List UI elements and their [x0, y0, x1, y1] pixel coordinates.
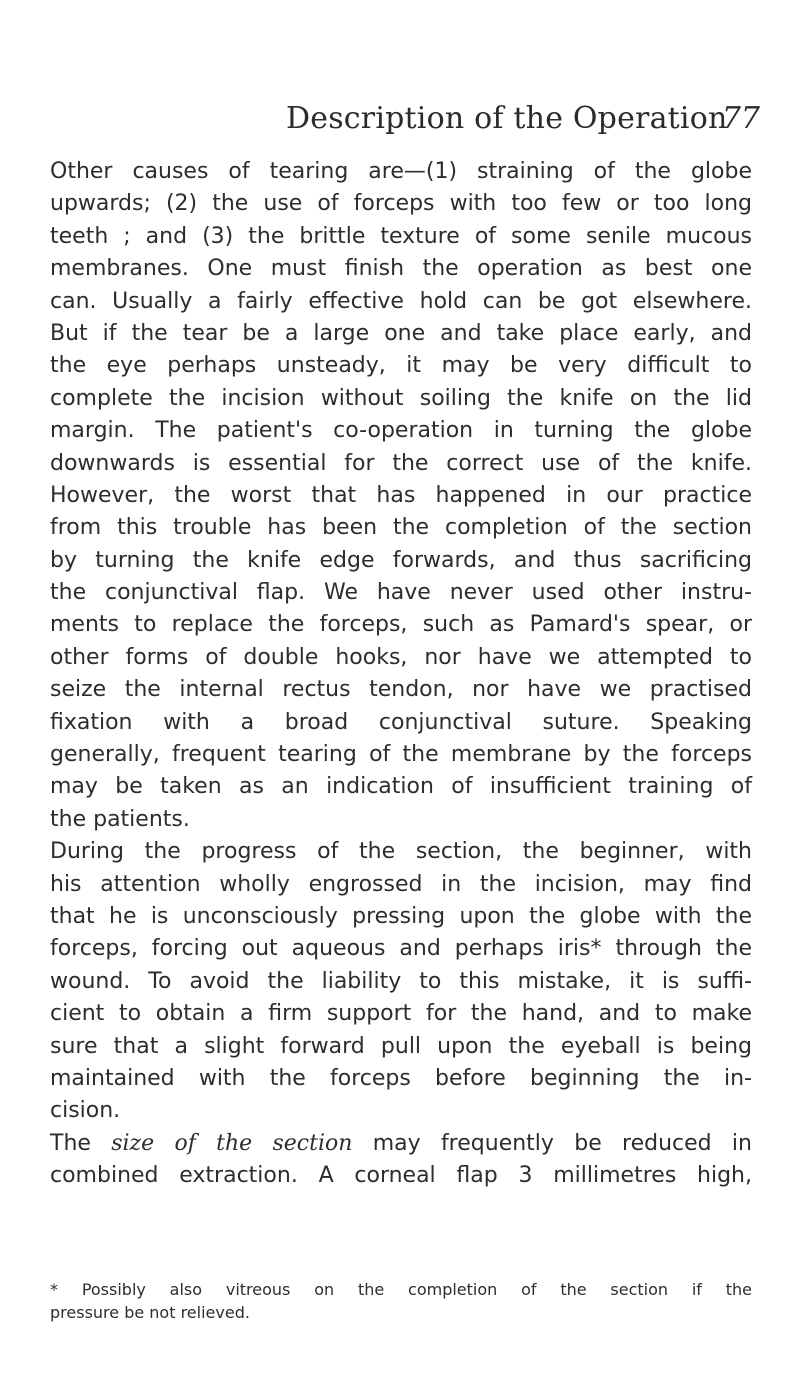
text-line: membranes. One must finish the operation as best one [50, 256, 752, 282]
text-line: However, the worst that has happened in our practice [50, 482, 752, 508]
footnote-line: * Possibly also vitreous on the completion of the section if the [50, 1280, 752, 1299]
paragraph [50, 1128, 752, 1193]
text-line: But if the tear be a large one and take place early, and [50, 320, 752, 346]
text-line: generally, frequent tearing of the membrane by the forceps [50, 742, 752, 768]
text-line: cision. [50, 1098, 121, 1124]
text-line: fixation with a broad conjunctival suture. Speaking [50, 709, 752, 735]
text-line: the patients. [50, 806, 190, 832]
footnote [50, 1278, 752, 1324]
text-line: forceps, forcing out aqueous and perhaps iris* through the [50, 936, 752, 962]
paragraph [50, 836, 752, 1128]
text-line: the eye perhaps unsteady, it may be very difficult to [50, 353, 752, 379]
text-line: the conjunctival flap. We have never used other instru- [50, 580, 752, 606]
text-line: cient to obtain a firm support for the hand, and to make [50, 1001, 752, 1027]
text-line: sure that a slight forward pull upon the eyeball is being [50, 1033, 752, 1059]
text-line: During the progress of the section, the beginner, with [50, 839, 752, 865]
text-line: downwards is essential for the correct use of the knife. [50, 450, 752, 476]
running-head [286, 101, 760, 145]
text-line: can. Usually a fairly effective hold can be got elsewhere. [50, 288, 752, 314]
text-line: combined extraction. A corneal flap 3 millimetres high, [50, 1163, 752, 1189]
text-line: may be taken as an indication of insufficient training of [50, 774, 752, 800]
text-line: that he is unconsciously pressing upon the globe with the [50, 903, 752, 929]
text-line: from this trouble has been the completion of the section [50, 515, 752, 541]
text-line: maintained with the forceps before beginning the in- [50, 1065, 752, 1091]
text-run: The [50, 1130, 112, 1156]
text-line: ments to replace the forceps, such as Pamard's spear, or [50, 612, 752, 638]
text-line [50, 1128, 752, 1160]
paragraph [50, 156, 752, 836]
text-line: by turning the knife edge forwards, and thus sacrificing [50, 547, 752, 573]
text-line: other forms of double hooks, nor have we attempted to [50, 644, 752, 670]
italic-phrase: size of the section [111, 1130, 353, 1156]
text-line: upwards; (2) the use of forceps with too few or too long [50, 191, 752, 217]
footnote-line: pressure be not relieved. [50, 1303, 250, 1322]
text-line: his attention wholly engrossed in the incision, may find [50, 871, 752, 897]
page-number: 77 [721, 101, 760, 136]
text-line: complete the incision without soiling the knife on the lid [50, 385, 752, 411]
text-run: may frequently be reduced in [352, 1130, 752, 1156]
text-line: seize the internal rectus tendon, nor have we practised [50, 677, 752, 703]
text-line: teeth ; and (3) the brittle texture of some senile mucous [50, 223, 752, 249]
text-line: margin. The patient's co-operation in turning the globe [50, 418, 752, 444]
page-title: Description of the Operation [286, 101, 728, 136]
body-text [50, 156, 752, 1193]
text-line: wound. To avoid the liability to this mistake, it is suffi- [50, 968, 752, 994]
text-line: Other causes of tearing are—(1) straining of the globe [50, 159, 752, 184]
